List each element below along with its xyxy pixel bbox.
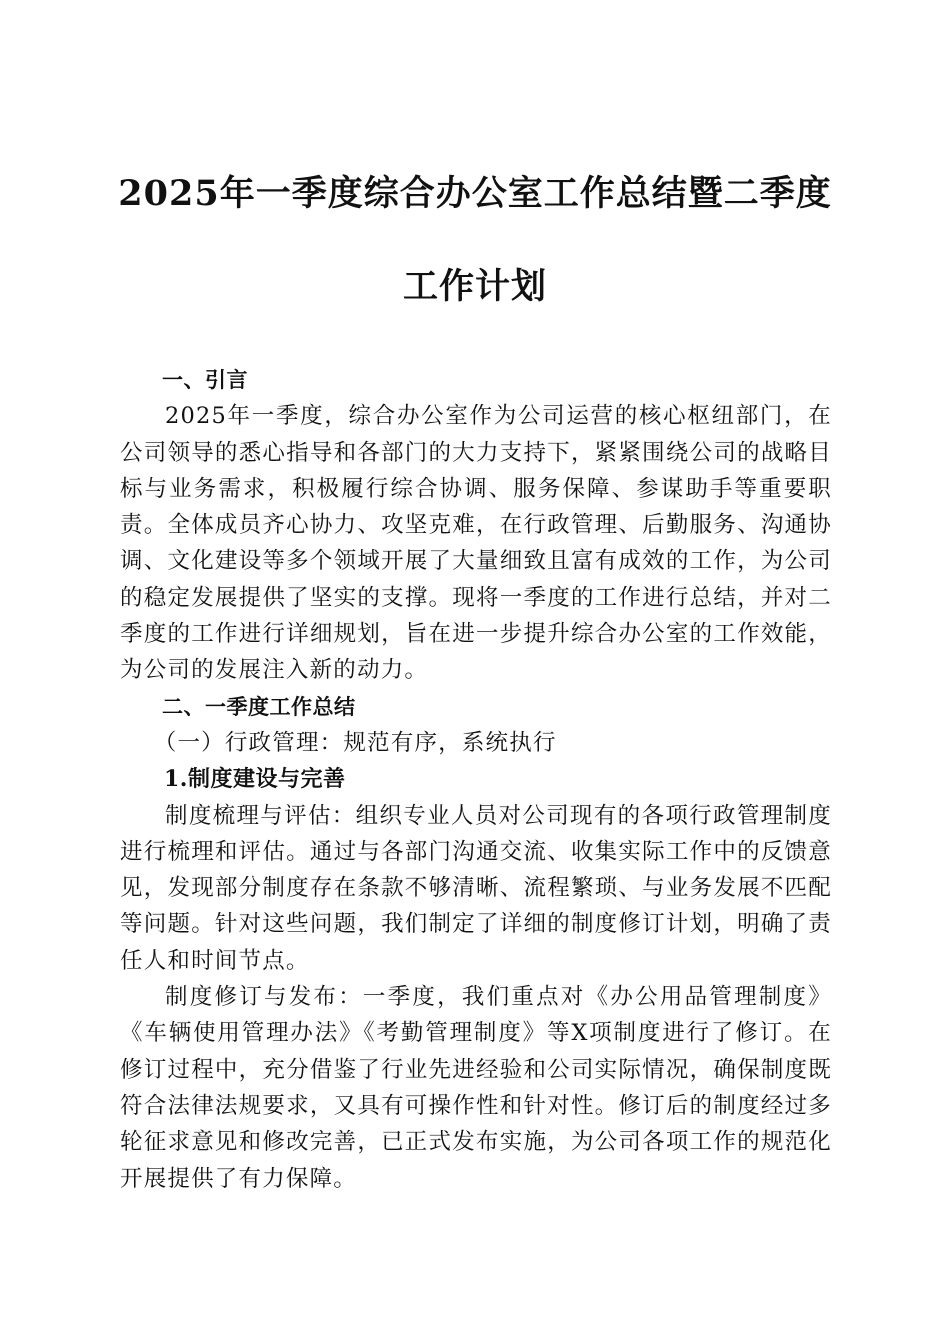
paragraph-system-revision: 制度修订与发布：一季度，我们重点对《办公用品管理制度》《车辆使用管理办法》《考勤管理制度》等X项制度进行了修订。在修订过程中，充分借鉴了行业先进经验和公司实际情况，确保制度既符合法律法规要求，又具有可操作性和针对性。修订后的制度经过多轮征求意见和修改完善，已正式发布实施，为公司各项工作的规范化开展提供了有力保障。 xyxy=(120,984,832,1192)
paragraph-system-review: 制度梳理与评估：组织专业人员对公司现有的各项行政管理制度进行梳理和评估。通过与各部门沟通交流、收集实际工作中的反馈意见，发现部分制度存在条款不够清晰、流程繁琐、与业务发展不匹配等问题。针对这些问题，我们制定了详细的制度修订计划，明确了责任人和时间节点。 xyxy=(120,802,832,974)
document-title-line2: 工作计划 xyxy=(402,266,547,307)
item-heading-system-building: 1.制度建设与完善 xyxy=(164,766,346,793)
section-heading-intro: 一、引言 xyxy=(162,368,248,392)
subsection-heading-admin: （一）行政管理：规范有序，系统执行 xyxy=(153,729,557,756)
paragraph-intro: 2025年一季度，综合办公室作为公司运营的核心枢纽部门，在公司领导的悉心指导和各部门的大力支持下，紧紧围绕公司的战略目标与业务需求，积极履行综合协调、服务保障、参谋助手等重要职责。全体成员齐心协力、攻坚克难，在行政管理、后勤服务、沟通协调、文化建设等多个领域开展了大量细致且富有成效的工作，为公司的稳定发展提供了坚实的支撑。现将一季度的工作进行总结，并对二季度的工作进行详细规划，旨在进一步提升综合办公室的工作效能，为公司的发展注入新的动力。 xyxy=(120,403,832,684)
section-heading-summary: 二、一季度工作总结 xyxy=(162,694,356,719)
document-title-line1: 2025年一季度综合办公室工作总结暨二季度 xyxy=(118,173,832,214)
document-body xyxy=(120,362,832,1197)
